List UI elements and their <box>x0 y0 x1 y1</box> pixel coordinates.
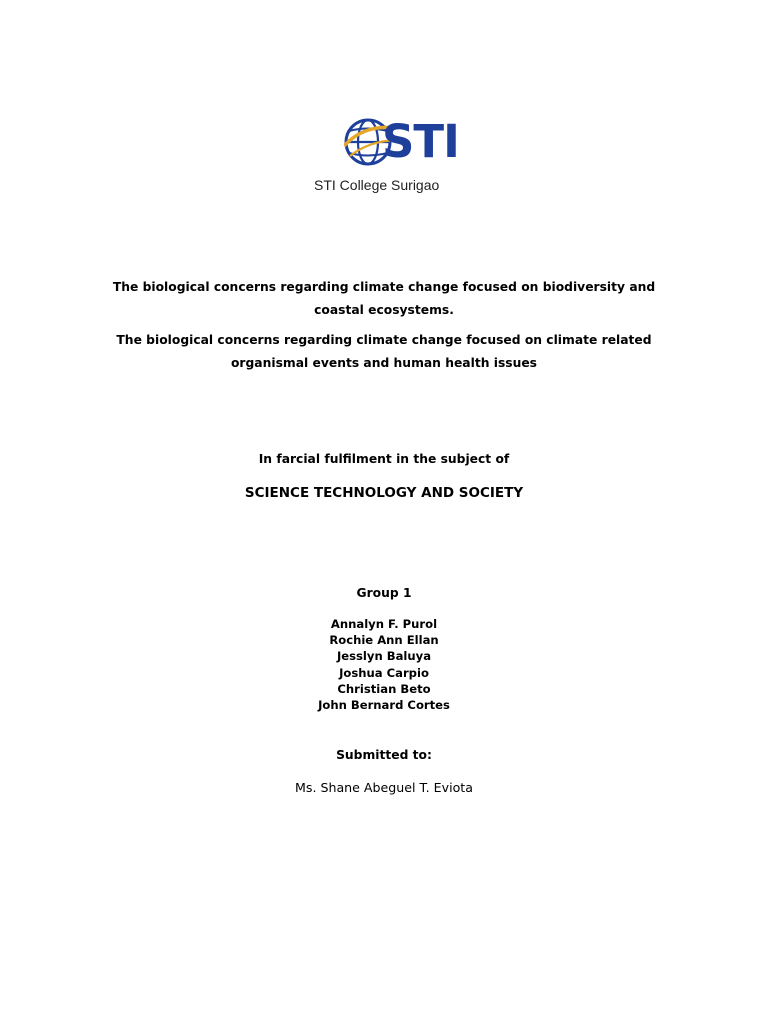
group-label: Group 1 <box>356 586 412 600</box>
teacher-name: Ms. Shane Abeguel T. Eviota <box>295 780 473 795</box>
member-name: Jesslyn Baluya <box>336 649 432 664</box>
paper-title-2: The biological concerns regarding climate change focused on climate related organismal events and human health issues <box>116 333 652 370</box>
member-name: Christian Beto <box>337 681 431 696</box>
member-list <box>90 616 678 713</box>
fulfilment-text: In farcial fulfilment in the subject of <box>258 452 510 466</box>
member-name: Joshua Carpio <box>339 665 429 680</box>
member-name: John Bernard Cortes <box>318 698 450 713</box>
member-name: Rochie Ann Ellan <box>329 633 439 648</box>
logo-text: STI <box>382 115 459 168</box>
college-name: STI College Surigao <box>314 177 440 193</box>
paper-title-1: The biological concerns regarding climate change focused on biodiversity and coastal ecosystems. <box>112 280 656 317</box>
submitted-label: Submitted to: <box>336 748 432 762</box>
subject-name: SCIENCE TECHNOLOGY AND SOCIETY <box>244 485 524 501</box>
member-name: Annalyn F. Purol <box>330 617 438 631</box>
